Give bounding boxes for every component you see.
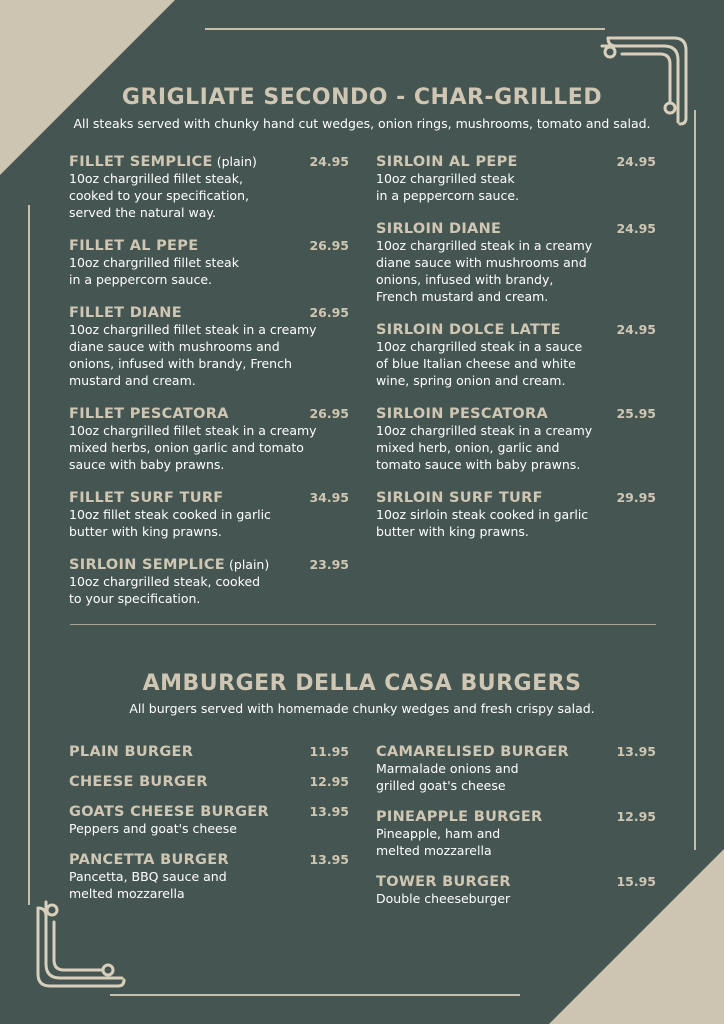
frame-line-top (205, 28, 605, 30)
menu-item-header (376, 807, 656, 824)
menu-item-name: SIRLOIN DOLCE LATTE (376, 322, 561, 338)
burgers-right-column (376, 742, 656, 920)
menu-item-price: 13.95 (616, 744, 656, 759)
steaks-section-title: GRIGLIATE SECONDO - CHAR-GRILLED (121, 85, 603, 110)
frame-line-right (694, 110, 696, 850)
menu-item-price: 12.95 (616, 809, 656, 824)
menu-item-description: Marmalade onions and grilled goat's cheese (376, 761, 519, 793)
menu-item-header (69, 488, 349, 505)
menu-item-name: TOWER BURGER (376, 874, 511, 890)
menu-item-name: FILLET SURF TURF (69, 490, 224, 506)
menu-item (69, 555, 349, 607)
menu-item-name: FILLET PESCATORA (69, 406, 229, 422)
menu-item-name-wrap (69, 555, 269, 574)
menu-item-description: 10oz fillet steak cooked in garlic butter with king prawns. (69, 507, 271, 539)
menu-item-name: FILLET DIANE (69, 305, 182, 321)
menu-item-name-wrap (376, 404, 548, 423)
menu-item-name: CHEESE BURGER (69, 774, 208, 790)
menu-item-price: 11.95 (309, 744, 349, 759)
menu-item (376, 404, 656, 473)
menu-item (69, 236, 349, 288)
menu-item-name: SIRLOIN AL PEPE (376, 154, 518, 170)
menu-item-name-wrap (376, 807, 543, 826)
menu-item (69, 802, 349, 837)
menu-item-name-wrap (69, 488, 224, 507)
menu-item (376, 219, 656, 305)
menu-item-description: Pancetta, BBQ sauce and melted mozzarella (69, 869, 227, 901)
menu-item-price: 23.95 (309, 557, 349, 572)
menu-item-header (376, 320, 656, 337)
menu-item (69, 742, 349, 759)
menu-item-description: 10oz chargrilled steak in a sauce of blue Italian cheese and white wine, spring onion and cream. (376, 339, 583, 388)
menu-item-header (69, 850, 349, 867)
menu-item-price: 34.95 (309, 490, 349, 505)
menu-item (376, 807, 656, 859)
menu-item-name: SIRLOIN DIANE (376, 221, 502, 237)
menu-item-price: 24.95 (616, 322, 656, 337)
menu-item-name-wrap (69, 742, 193, 761)
menu-item-header (69, 152, 349, 169)
menu-item-description: 10oz chargrilled steak in a peppercorn sauce. (376, 171, 520, 203)
menu-item-description: 10oz chargrilled steak in a creamy mixed herb, onion, garlic and tomato sauce with baby prawns. (376, 423, 593, 472)
menu-item-name: PINEAPPLE BURGER (376, 809, 543, 825)
burgers-section-subtitle: All burgers served with homemade chunky wedges and fresh crispy salad. (129, 701, 595, 716)
menu-item-description: 10oz chargrilled steak, cooked to your specification. (69, 574, 261, 606)
menu-item-header (69, 303, 349, 320)
menu-item-name-wrap (69, 850, 229, 869)
menu-item-header (376, 488, 656, 505)
menu-item-price: 13.95 (309, 804, 349, 819)
menu-item-price: 13.95 (309, 852, 349, 867)
menu-item-name-wrap (69, 303, 182, 322)
menu-item-header (69, 555, 349, 572)
menu-item-name: SIRLOIN PESCATORA (376, 406, 549, 422)
menu-item-name: SIRLOIN SURF TURF (376, 490, 543, 506)
menu-item-name-wrap (69, 236, 198, 255)
menu-item-name: PANCETTA BURGER (69, 852, 229, 868)
menu-item-description: 10oz sirloin steak cooked in garlic butter with king prawns. (376, 507, 589, 539)
menu-item-name: GOATS CHEESE BURGER (69, 804, 269, 820)
menu-item-price: 24.95 (616, 221, 656, 236)
menu-item-name: PLAIN BURGER (69, 744, 194, 760)
menu-item (69, 303, 349, 389)
menu-item-header (376, 404, 656, 421)
section-divider (70, 624, 656, 625)
menu-item (376, 488, 656, 540)
menu-item-price: 26.95 (309, 238, 349, 253)
steaks-left-column (69, 152, 349, 622)
menu-item-name-wrap (376, 152, 518, 171)
menu-item-header (69, 404, 349, 421)
menu-item-name-wrap (69, 404, 229, 423)
menu-item-price: 12.95 (309, 774, 349, 789)
menu-item-price: 29.95 (616, 490, 656, 505)
burgers-left-column (69, 742, 349, 915)
menu-item-name-wrap (376, 872, 511, 891)
menu-item-name: FILLET SEMPLICE (69, 154, 213, 170)
menu-item-name: CAMARELISED BURGER (376, 744, 570, 760)
menu-item-name-wrap (69, 152, 257, 171)
menu-item-description: Pineapple, ham and melted mozzarella (376, 826, 501, 858)
menu-item-header (376, 219, 656, 236)
menu-item-qualifier: (plain) (225, 557, 270, 572)
menu-item (69, 772, 349, 789)
menu-item-header (69, 236, 349, 253)
menu-item (69, 152, 349, 221)
menu-item-price: 26.95 (309, 305, 349, 320)
menu-item-description: 10oz chargrilled fillet steak in a creamy diane sauce with mushrooms and onions, infused with brandy, French mustard and cream. (69, 322, 317, 388)
menu-item-description: 10oz chargrilled fillet steak in a peppercorn sauce. (69, 255, 239, 287)
menu-item-description: Peppers and goat's cheese (69, 821, 237, 836)
menu-item-name-wrap (376, 742, 569, 761)
menu-item-price: 26.95 (309, 406, 349, 421)
menu-item (376, 152, 656, 204)
menu-item-name: FILLET AL PEPE (69, 238, 199, 254)
menu-item (69, 488, 349, 540)
menu-item-name-wrap (376, 488, 543, 507)
steaks-section-subtitle: All steaks served with chunky hand cut wedges, onion rings, mushrooms, tomato and salad. (73, 116, 651, 131)
frame-line-bottom (110, 994, 520, 996)
menu-item-qualifier: (plain) (212, 154, 257, 169)
menu-item (376, 320, 656, 389)
menu-item-price: 24.95 (309, 154, 349, 169)
menu-item-name-wrap (69, 772, 208, 791)
menu-item (69, 404, 349, 473)
menu-item-header (69, 742, 349, 759)
menu-item-description: 10oz chargrilled steak in a creamy diane sauce with mushrooms and onions, infused with brandy, French mustard and cream. (376, 238, 593, 304)
menu-item-description: 10oz chargrilled fillet steak in a creamy mixed herbs, onion garlic and tomato sauce with baby prawns. (69, 423, 317, 472)
steaks-right-column (376, 152, 656, 555)
menu-item-header (69, 802, 349, 819)
menu-item-price: 15.95 (616, 874, 656, 889)
menu-item (69, 850, 349, 902)
menu-item-price: 25.95 (616, 406, 656, 421)
burgers-section-title: AMBURGER DELLA CASA BURGERS (142, 671, 582, 696)
menu-item-header (376, 872, 656, 889)
menu-item-description: Double cheeseburger (376, 891, 511, 906)
menu-item-name-wrap (376, 320, 561, 339)
ornament-top-right-icon (598, 28, 696, 126)
menu-item (376, 742, 656, 794)
menu-item-header (376, 742, 656, 759)
menu-item-name-wrap (69, 802, 269, 821)
menu-item-header (69, 772, 349, 789)
menu-item-name: SIRLOIN SEMPLICE (69, 557, 226, 573)
menu-item-price: 24.95 (616, 154, 656, 169)
menu-item (376, 872, 656, 907)
frame-line-left (28, 205, 30, 905)
menu-item-header (376, 152, 656, 169)
menu-item-name-wrap (376, 219, 501, 238)
menu-item-description: 10oz chargrilled fillet steak, cooked to your specification, served the natural way. (69, 171, 249, 220)
